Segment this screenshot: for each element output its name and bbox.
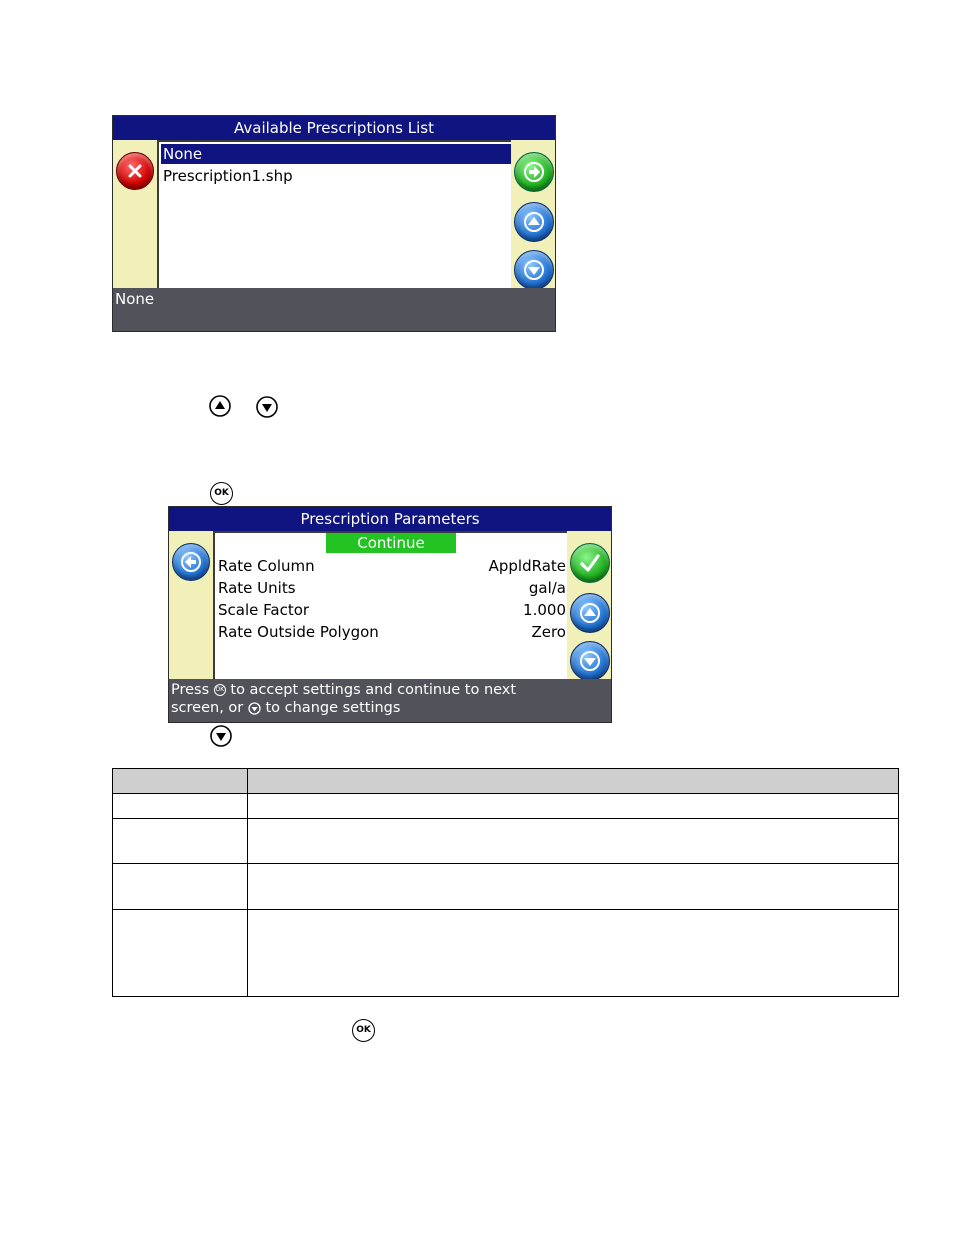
status-text: screen, or	[171, 700, 244, 716]
table-header-cell	[113, 769, 248, 794]
ok-icon-text: OK	[215, 686, 225, 693]
table-cell	[248, 794, 899, 819]
ok-icon	[214, 684, 226, 696]
prescription-list	[157, 140, 515, 294]
arrow-down-icon	[523, 259, 545, 281]
status-line-2	[171, 699, 611, 717]
ok-icon	[352, 1019, 375, 1042]
right-button-column	[511, 140, 555, 290]
scroll-down-button[interactable]	[570, 641, 610, 681]
table-cell	[248, 864, 899, 910]
table-cell	[113, 864, 248, 910]
accept-button[interactable]	[570, 543, 610, 583]
next-button[interactable]	[514, 152, 554, 192]
settings-table	[112, 768, 899, 997]
down-arrow-icon	[210, 725, 232, 747]
scale-factor-value: 1.000	[523, 601, 566, 619]
table-row[interactable]	[218, 599, 566, 621]
continue-button[interactable]: Continue	[326, 533, 456, 553]
table-cell	[113, 819, 248, 864]
status-line-1	[171, 681, 611, 699]
list-item[interactable]: None	[161, 144, 511, 164]
table-row	[113, 864, 899, 910]
rate-units-value: gal/a	[528, 579, 566, 597]
right-button-column	[567, 531, 611, 681]
scale-factor-label: Scale Factor	[218, 601, 310, 619]
status-bar	[169, 679, 611, 722]
back-button[interactable]	[172, 543, 210, 581]
table-row[interactable]	[218, 621, 566, 643]
table-header-cell	[248, 769, 899, 794]
scroll-up-button[interactable]	[514, 202, 554, 242]
prescriptions-list-screen	[112, 115, 556, 332]
table-cell	[113, 910, 248, 997]
list-item[interactable]: Prescription1.shp	[163, 167, 293, 185]
rate-column-label: Rate Column	[218, 557, 315, 575]
left-button-column	[113, 140, 157, 290]
rate-units-label: Rate Units	[218, 579, 296, 597]
table-row[interactable]	[218, 555, 566, 577]
rate-outside-polygon-label: Rate Outside Polygon	[218, 623, 379, 641]
table-row	[113, 910, 899, 997]
ok-icon-text: OK	[356, 1025, 371, 1035]
table-cell	[248, 910, 899, 997]
down-arrow-icon	[256, 396, 278, 418]
down-arrow-icon	[248, 702, 261, 715]
prescription-parameters-screen	[168, 506, 612, 723]
status-text: Press	[171, 682, 210, 698]
arrow-left-icon	[180, 551, 202, 573]
status-text: None	[115, 290, 155, 308]
rate-outside-polygon-value: Zero	[531, 623, 566, 641]
parameters-list	[213, 531, 571, 685]
table-header-row	[113, 769, 899, 794]
arrow-right-icon	[523, 161, 545, 183]
table-row[interactable]	[218, 577, 566, 599]
screen-title: Prescription Parameters	[169, 507, 611, 531]
table-cell	[248, 819, 899, 864]
scroll-down-button[interactable]	[514, 250, 554, 290]
arrow-down-icon	[579, 650, 601, 672]
ok-icon-text: OK	[214, 488, 229, 498]
arrow-up-icon	[579, 602, 601, 624]
scroll-up-button[interactable]	[570, 593, 610, 633]
ok-icon	[210, 482, 233, 505]
up-arrow-icon	[209, 395, 231, 417]
left-button-column	[169, 531, 213, 681]
table-row	[113, 794, 899, 819]
cancel-button[interactable]	[116, 152, 154, 190]
status-bar	[113, 288, 555, 331]
checkmark-icon	[578, 551, 602, 575]
table-row	[113, 819, 899, 864]
status-text: to accept settings and continue to next	[230, 682, 517, 698]
rate-column-value: AppldRate	[488, 557, 566, 575]
table-cell	[113, 794, 248, 819]
screen-title: Available Prescriptions List	[113, 116, 555, 140]
status-text: to change settings	[265, 700, 401, 716]
arrow-up-icon	[523, 211, 545, 233]
close-icon	[127, 163, 143, 179]
